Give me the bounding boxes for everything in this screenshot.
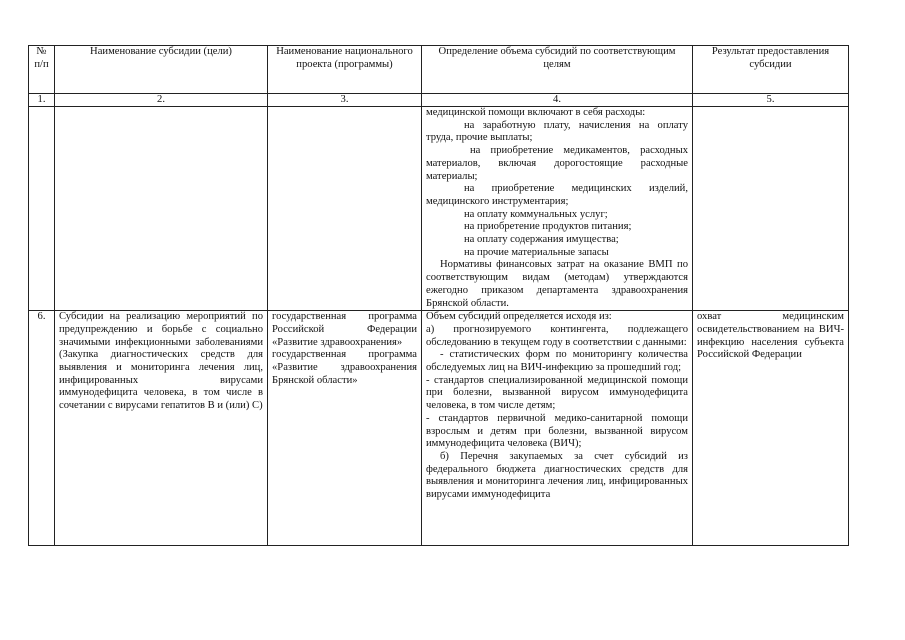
text-line: на приобретение медицинских изделий, медицинского инструментария; bbox=[426, 183, 688, 207]
project-item: государственная программа Российской Федерации «Развитие здравоохранения» bbox=[272, 311, 417, 348]
text-line: на оплату содержания имущества; bbox=[464, 234, 619, 246]
text-line: - стандартов первичной медико-санитарной помощи взрослым и детям при болезни, вызванной вирусом иммунодефицита человека (ВИЧ); bbox=[426, 412, 688, 450]
subsidy-table bbox=[28, 45, 849, 546]
subsidy-definition bbox=[422, 311, 693, 546]
header-name: Наименование субсидии (цели) bbox=[55, 46, 268, 94]
text-line: - статистических форм по мониторингу количества обследуемых лиц на ВИЧ-инфекцию за прошедший год; bbox=[426, 349, 688, 374]
table-row-6 bbox=[29, 311, 849, 546]
text-line: б) Перечня закупаемых за счет субсидий из федерального бюджета диагностических средств для выявления и мониторинга лечения лиц, инфицированных вирусами иммунодефицита bbox=[426, 450, 688, 501]
cell-empty bbox=[268, 107, 422, 311]
text-line: на оплату коммунальных услуг; bbox=[464, 208, 608, 220]
text-line: на заработную плату, начисления на оплату труда, прочие выплаты; bbox=[426, 119, 688, 144]
text-line: Нормативы финансовых затрат на оказание ВМП по соответствующим видам (методам) утверждаются ежегодно приказом департамента здравоохранения Брянской области. bbox=[426, 259, 688, 309]
continuation-definition bbox=[422, 107, 693, 311]
continuation-row bbox=[29, 107, 849, 311]
cell-empty bbox=[55, 107, 268, 311]
subsidy-result: охват медицинским освидетельствованием на ВИЧ-инфекцию населения субъекта Российской Федерации bbox=[693, 311, 849, 546]
column-number: 5. bbox=[693, 94, 849, 107]
header-result: Результат предоставления субсидии bbox=[693, 46, 849, 94]
column-number: 2. bbox=[55, 94, 268, 107]
text-line: а) прогнозируемого контингента, подлежащего обследованию в текущем году в соответствии с данными: bbox=[426, 323, 688, 348]
text-line: на приобретение продуктов питания; bbox=[464, 221, 632, 233]
text-line: на прочие материальные запасы bbox=[464, 246, 609, 258]
cell-empty bbox=[29, 107, 55, 311]
text-line: Объем субсидий определяется исходя из: bbox=[426, 311, 612, 323]
column-number: 1. bbox=[29, 94, 55, 107]
subsidy-name: Субсидии на реализацию мероприятий по предупреждению и борьбе с социально значимыми инфекционными заболеваниями (Закупка диагностических средств для выявления и мониторинга лечения лиц, инфицированных вирусами иммунодефицита человека, в том числе в сочетании с вирусами гепатитов В и (или) С) bbox=[55, 311, 268, 546]
header-num: № п/п bbox=[29, 46, 55, 94]
text-line: на приобретение медикаментов, расходных материалов, включая дорогостоящие расходные материалы; bbox=[426, 145, 688, 182]
column-number: 4. bbox=[422, 94, 693, 107]
column-numbers-row bbox=[29, 94, 849, 107]
national-project bbox=[268, 311, 422, 546]
project-item: государственная программа «Развитие здравоохранения Брянской области» bbox=[272, 349, 417, 386]
header-project: Наименование национального проекта (программы) bbox=[268, 46, 422, 94]
cell-empty bbox=[693, 107, 849, 311]
text-line: медицинской помощи включают в себя расходы: bbox=[426, 107, 646, 118]
column-number: 3. bbox=[268, 94, 422, 107]
text-line: - стандартов специализированной медицинской помощи при болезни, вызванной вирусом иммунодефицита человека, в том числе детям; bbox=[426, 374, 688, 412]
header-definition: Определение объема субсидий по соответствующим целям bbox=[422, 46, 693, 94]
header-row bbox=[29, 46, 849, 94]
row-number: 6. bbox=[29, 311, 55, 546]
